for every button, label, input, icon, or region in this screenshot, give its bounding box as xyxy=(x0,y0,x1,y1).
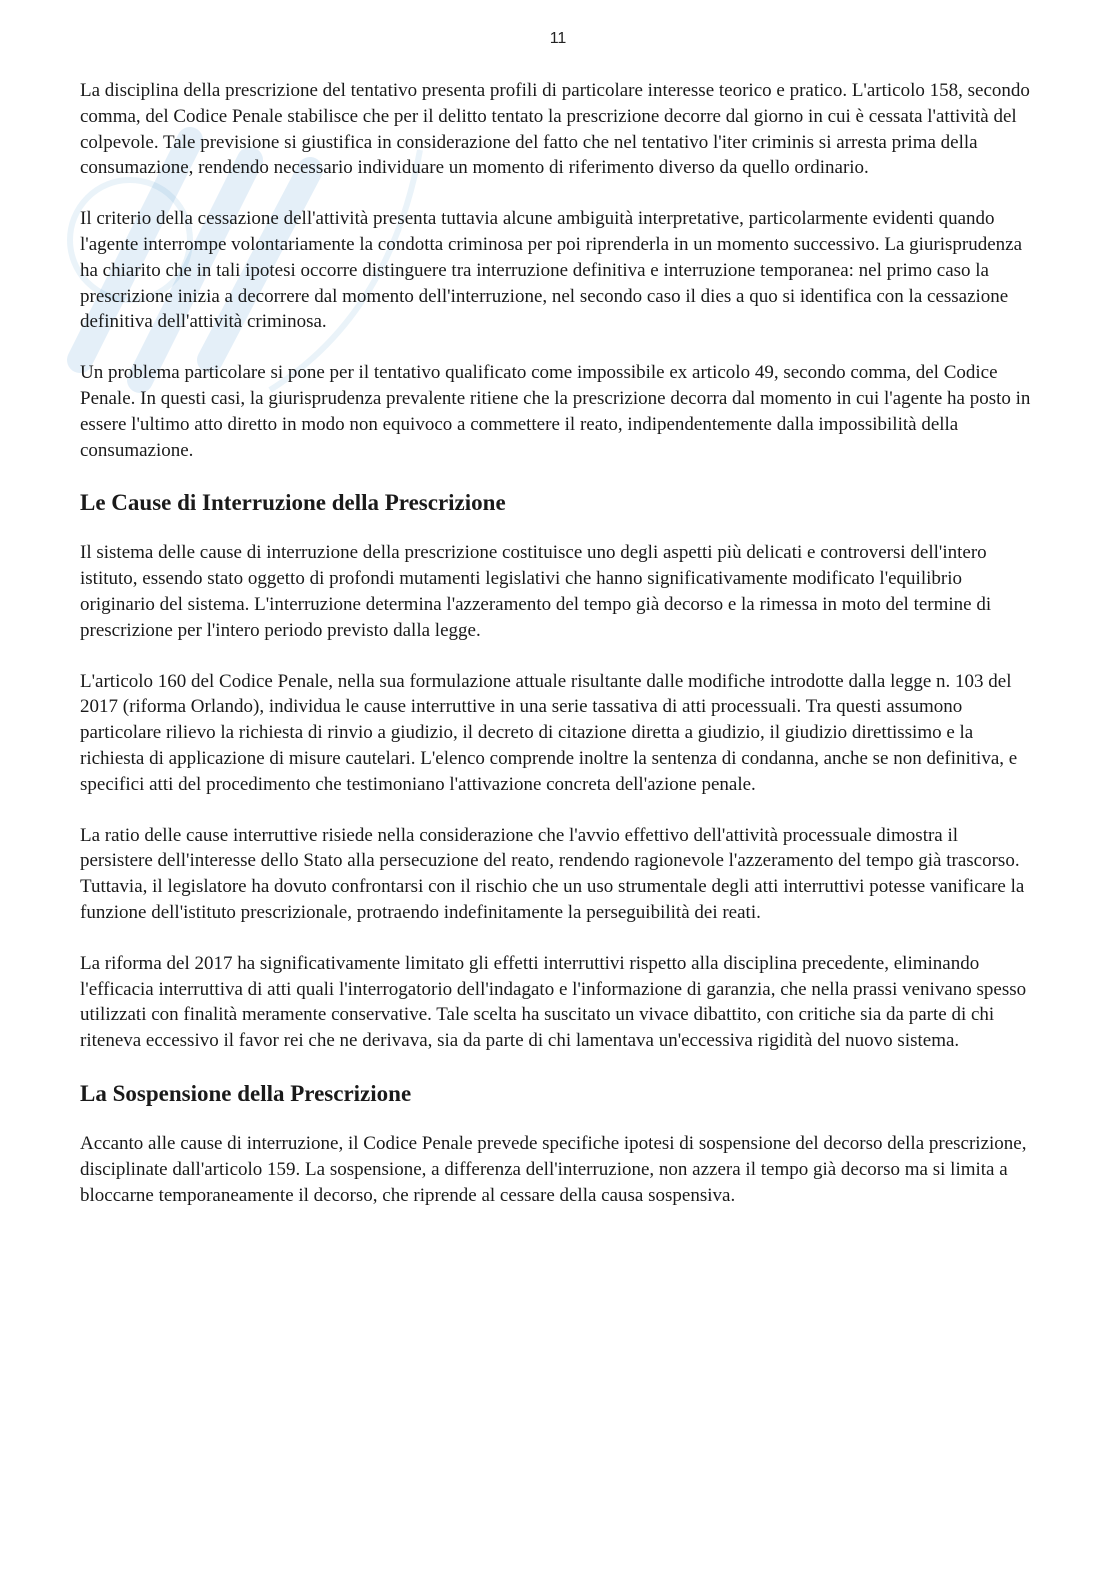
section-heading: La Sospensione della Prescrizione xyxy=(80,1080,412,1106)
paragraph: La disciplina della prescrizione del tentativo presenta profili di particolare interesse teorico e pratico. L'articolo 158, secondo comma, del Codice Penale stabilisce che per il delitto tentato la prescrizione decorre dal giorno in cui è cessata l'attività del colpevole. Tale previsione si giustifica in considerazione del fatto che nel tentativo l'iter criminis si arresta prima della consumazione, rendendo necessario individuare un momento di riferimento diverso da quello ordinario. xyxy=(80,80,1030,179)
document-body xyxy=(80,78,1035,1233)
section-heading: Le Cause di Interruzione della Prescrizione xyxy=(80,490,506,516)
paragraph: La ratio delle cause interruttive risiede nella considerazione che l'avvio effettivo dell'attività processuale dimostra il persistere dell'interesse dello Stato alla persecuzione del reato, rendendo ragionevole l'azzeramento del tempo già trascorso. Tuttavia, il legislatore ha dovuto confrontarsi con il rischio che un uso strumentale degli atti interruttivi potesse vanificare la funzione dell'istituto prescrizionale, protraendo indefinitamente la perseguibilità dei reati. xyxy=(80,824,1025,923)
paragraph: Il sistema delle cause di interruzione della prescrizione costituisce uno degli aspetti più delicati e controversi dell'intero istituto, essendo stato oggetto di profondi mutamenti legislativi che hanno significativamente modificato l'equilibrio originario del sistema. L'interruzione determina l'azzeramento del tempo già decorso e la rimessa in moto del termine di prescrizione per l'intero periodo previsto dalla legge. xyxy=(80,542,992,641)
paragraph: Un problema particolare si pone per il tentativo qualificato come impossibile ex articolo 49, secondo comma, del Codice Penale. In questi casi, la giurisprudenza prevalente ritiene che la prescrizione decorra dal momento in cui l'agente ha posto in essere l'ultimo atto diretto in modo non equivoco a commettere il reato, indipendentemente dalla impossibilità della consumazione. xyxy=(80,362,1031,461)
page-number: 11 xyxy=(549,30,567,47)
paragraph: Accanto alle cause di interruzione, il Codice Penale prevede specifiche ipotesi di sospensione del decorso della prescrizione, disciplinate dall'articolo 159. La sospensione, a differenza dell'interruzione, non azzera il tempo già decorso ma si limita a bloccarne temporaneamente il decorso, che riprende al cessare della causa sospensiva. xyxy=(80,1132,1027,1206)
paragraph: L'articolo 160 del Codice Penale, nella sua formulazione attuale risultante dalle modifiche introdotte dalla legge n. 103 del 2017 (riforma Orlando), individua le cause interruttive in una serie tassativa di atti processuali. Tra questi assumono particolare rilievo la richiesta di rinvio a giudizio, il decreto di citazione diretta a giudizio, il giudizio direttissimo e la richiesta di applicazione di misure cautelari. L'elenco comprende inoltre la sentenza di condanna, anche se non definitiva, e specifici atti del procedimento che testimoniano l'attivazione concreta dell'azione penale. xyxy=(80,670,1018,795)
paragraph: La riforma del 2017 ha significativamente limitato gli effetti interruttivi rispetto alla disciplina precedente, eliminando l'efficacia interruttiva di atti quali l'interrogatorio dell'indagato e l'informazione di garanzia, che nella prassi venivano spesso utilizzati con finalità meramente conservative. Tale scelta ha suscitato un vivace dibattito, con critiche sia da parte di chi riteneva eccessivo il favor rei che ne derivava, sia da parte di chi lamentava un'eccessiva rigidità del nuovo sistema. xyxy=(80,952,1027,1052)
paragraph: Il criterio della cessazione dell'attività presenta tuttavia alcune ambiguità interpretative, particolarmente evidenti quando l'agente interrompe volontariamente la condotta criminosa per poi riprenderla in un momento successivo. La giurisprudenza ha chiarito che in tali ipotesi occorre distinguere tra interruzione definitiva e interruzione temporanea: nel primo caso la prescrizione inizia a decorrere dal momento dell'interruzione, nel secondo caso il dies a quo si identifica con la cessazione definitiva dell'attività criminosa. xyxy=(80,208,1023,333)
